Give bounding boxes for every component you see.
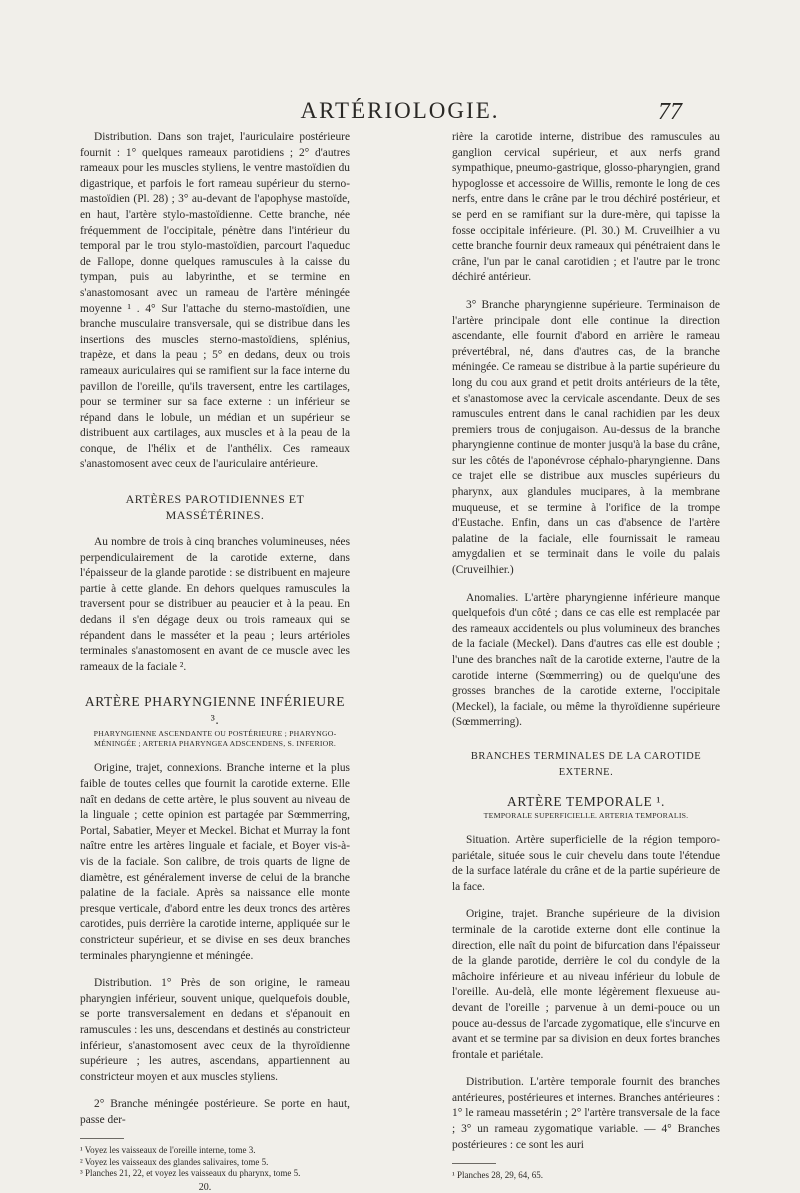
paragraph-situation: Situation. Artère superficielle de la région temporo-pariétale, située sous le cuir chevelu dans toute l'étendue de la surface latérale du crâne et de la partie supérieure de la face. xyxy=(452,833,720,893)
signature-mark: 20. xyxy=(198,1181,212,1193)
paragraph-pharyngienne-superieure: 3° Branche pharyngienne supérieure. Terminaison de l'artère principale dont elle continue la direction ascendante, elle fournit d'abord en arrière le rameau prévertébral, né, dans d'autres cas, de la branche méningée. Ce rameau se distribue à la partie supérieure du long du cou aux grand et petit droits antérieurs de la tête, et s'anastomose avec la cervicale ascendante. Deux de ses ramuscules entrent dans le canal rachidien par les deux premiers trous de conjugaison. Au-dessus de la branche pharyngienne continue de monter jusqu'à la base du crâne, sur les côtés de l'aponévrose céphalo-pharyngienne. Dans ce trajet elle se distribue aux muscles supérieurs du pharynx, aux glandules mucipares, à la membrane muqueuse, et se termine à l'orifice de la trompe d'Eustache. Enfin, dans un cas d'absence de l'artère palatine de la faciale, elle fournissait le rameau amygdalien et se terminait dans le voile du palais (Cruveilhier.) xyxy=(452,298,720,577)
heading-temporale: ARTÈRE TEMPORALE ¹. xyxy=(506,793,665,809)
paragraph-distribution-pharyngienne: Distribution. 1° Près de son origine, le rameau pharyngien inférieur, souvent unique, quelquefois double, se porte transversalement en dedans et s'épanouit en ramuscules : les uns, descendans et destinés au constricteur inférieur, s'anastomosent avec ceux de la thyroïdienne supérieure ; les autres, ascendans, appartiennent au constricteur moyen et aux muscles styliens. xyxy=(80,977,350,1083)
paragraph-origine-temporale: Origine, trajet. Branche supérieure de la division terminale de la carotide externe dont elle continue la direction, elle naît du point de bifurcation dans l'épaisseur de la glande parotide, derrière le col du condyle de la mâchoire inférieure et au niveau inférieur du lobule de l'oreille. Au-delà, elle monte légèrement flexueuse au-devant de l'oreille ; parvenue à un demi-pouce ou un pouce au-dessus de l'arcade zygomatique, elle s'incurve en avant et se termine par sa division en deux fortes branches frontale et pariétale. xyxy=(452,908,720,1061)
footnote-rule xyxy=(80,1138,124,1139)
paragraph-origine-pharyngienne: Origine, trajet, connexions. Branche interne et la plus faible de toutes celles que fournit la carotide externe. Elle naît en dedans de cette artère, le plus souvent au niveau de la linguale ; cette opinion est partagée par Sœmmerring, Portal, Sabatier, Meyer et Meckel. Bichat et Murray la font naître entre les artères linguale et faciale, et Boyer vis-à-vis de la faciale. Son calibre, de trois quarts de ligne de diamètre, est généralement inverse de celui de la branche palatine de la faciale. Après sa naissance elle monte presque verticale, d'abord entre les deux troncs des artères carotides, puis derrière la carotide interne, appliquée sur le constricteur supérieur, et se divise en ses deux branches terminales pharyngienne et méningée. xyxy=(80,762,350,962)
footnote: ² Voyez les vaisseaux des glandes salivaires, tome 5. xyxy=(80,1156,269,1167)
left-column xyxy=(80,130,350,1193)
right-column xyxy=(452,130,720,1182)
heading-pharyngienne: ARTÈRE PHARYNGIENNE INFÉRIEURE ³. xyxy=(84,694,346,728)
synonyms-temporale: TEMPORALE SUPERFICIELLE. ARTERIA TEMPORALIS. xyxy=(483,810,689,820)
page-number: 77 xyxy=(658,99,682,125)
heading-branches-terminales: BRANCHES TERMINALES DE LA CAROTIDE EXTERNE. xyxy=(470,750,702,778)
paragraph-distribution-temporale: Distribution. L'artère temporale fournit des branches antérieures, postérieures et internes. Branches antérieures : 1° le rameau massetérin ; 2° l'artère transversale de la face ; 3° un rameau zygomatique variable. — 4° Branches postérieures : ce sont les auri xyxy=(452,1076,720,1151)
paragraph-meningee-cont: rière la carotide interne, distribue des ramuscules au ganglion cervical supérieur, et aux nerfs grand sympathique, pneumo-gastrique, glosso-pharyngien, grand hypoglosse et accessoire de Willis, remonte le long de ces nerfs, entre dans le crâne par le trou déchiré postérieur, et se perd en se ramifiant sur la dure-mère, qui tapisse la fosse occipitale inférieure. (Pl. 30.) M. Cruveilhier a vu cette branche fournir deux rameaux qui pénétraient dans le crâne, l'un par le canal carotidien ; et l'autre par le tronc déchiré antérieur. xyxy=(452,131,720,284)
footnote-rule xyxy=(452,1163,496,1164)
footnote: ³ Planches 21, 22, et voyez les vaisseaux du pharynx, tome 5. xyxy=(80,1168,301,1179)
page-header xyxy=(0,98,800,128)
running-title: ARTÉRIOLOGIE. xyxy=(300,98,500,123)
footnote: ¹ Planches 28, 29, 64, 65. xyxy=(452,1170,543,1181)
synonyms-pharyngienne: PHARYNGIENNE ASCENDANTE OU POSTÉRIEURE ; PHARYNGO-MÉNINGÉE ; ARTERIA PHARYNGEA ADSCENDENS, S. INFERIOR. xyxy=(93,729,337,749)
paragraph-distribution-auriculaire: Distribution. Dans son trajet, l'auriculaire postérieure fournit : 1° quelques rameaux parotidiens ; 2° d'autres rameaux pour les muscles styliens, le ventre mastoïdien du digastrique, et parfois le fort rameau supérieur du sterno-mastoïdien (Pl. 28) ; 3° au-devant de l'apophyse mastoïde, en haut, l'artère stylo-mastoïdienne. Cette branche, née fréquemment de l'occipitale, pénètre dans l'intérieur du temporal par le trou stylo-mastoïdien, parcourt l'aqueduc de Fallope, donne quelques ramuscules à la caisse du tympan, puis au labyrinthe, et se termine en s'anastomosant avec un rameau de l'artère méningée moyenne ¹ . 4° Sur l'attache du sterno-mastoïdien, une branche musculaire transversale, qui se distribue dans les insertions des muscles sterno-mastoïdiens, splénius, trapèze, et dans la peau ; 5° en dedans, deux ou trois rameaux auriculaires qui se ramifient sur la face interne du pavillon de l'oreille, qu'ils traversent, entre les cartilages, pour se terminer sur sa face externe : un inférieur se répand dans le lobule, un médian et un supérieur se distribuent aux cartilages, aux muscles et à la peau de la conque, de l'hélix et de l'anthélix. Ces rameaux s'anastomosent avec ceux de l'auriculaire antérieure. xyxy=(80,131,350,471)
paragraph-parotidiennes: Au nombre de trois à cinq branches volumineuses, nées perpendiculairement de la carotide externe, dans l'épaisseur de la glande parotide : se distribuent en majeure partie à cette glande. En dehors quelques ramuscules la traversent pour se distribuer au peaucier et à la peau. En dedans il s'en dégage deux ou trois rameaux qui se répandent dans le masséter et la peau ; leurs artérioles terminales s'anastomosent en avant de ce muscle avec les rameaux de la faciale ². xyxy=(80,536,350,673)
heading-parotidiennes: ARTÈRES PAROTIDIENNES ET MASSÉTÉRINES. xyxy=(125,492,305,523)
footnote: ¹ Voyez les vaisseaux de l'oreille interne, tome 3. xyxy=(80,1145,256,1156)
paragraph-anomalies: Anomalies. L'artère pharyngienne inférieure manque quelquefois d'un côté ; dans ce cas elle est remplacée par des rameaux accidentels ou plus volumineux des branches de la faciale (Meckel). Dans d'autres cas elle est double ; l'une des branches naît de la carotide externe, l'autre de la carotide interne (Sœmmerring) ou de quelqu'une des grosses branches de la carotide externe, l'occipitale (Meckel), la faciale, ou même la thyroïdienne supérieure (Sœmmerring). xyxy=(452,591,720,729)
paragraph-meningee: 2° Branche méningée postérieure. Se porte en haut, passe der- xyxy=(80,1098,350,1126)
